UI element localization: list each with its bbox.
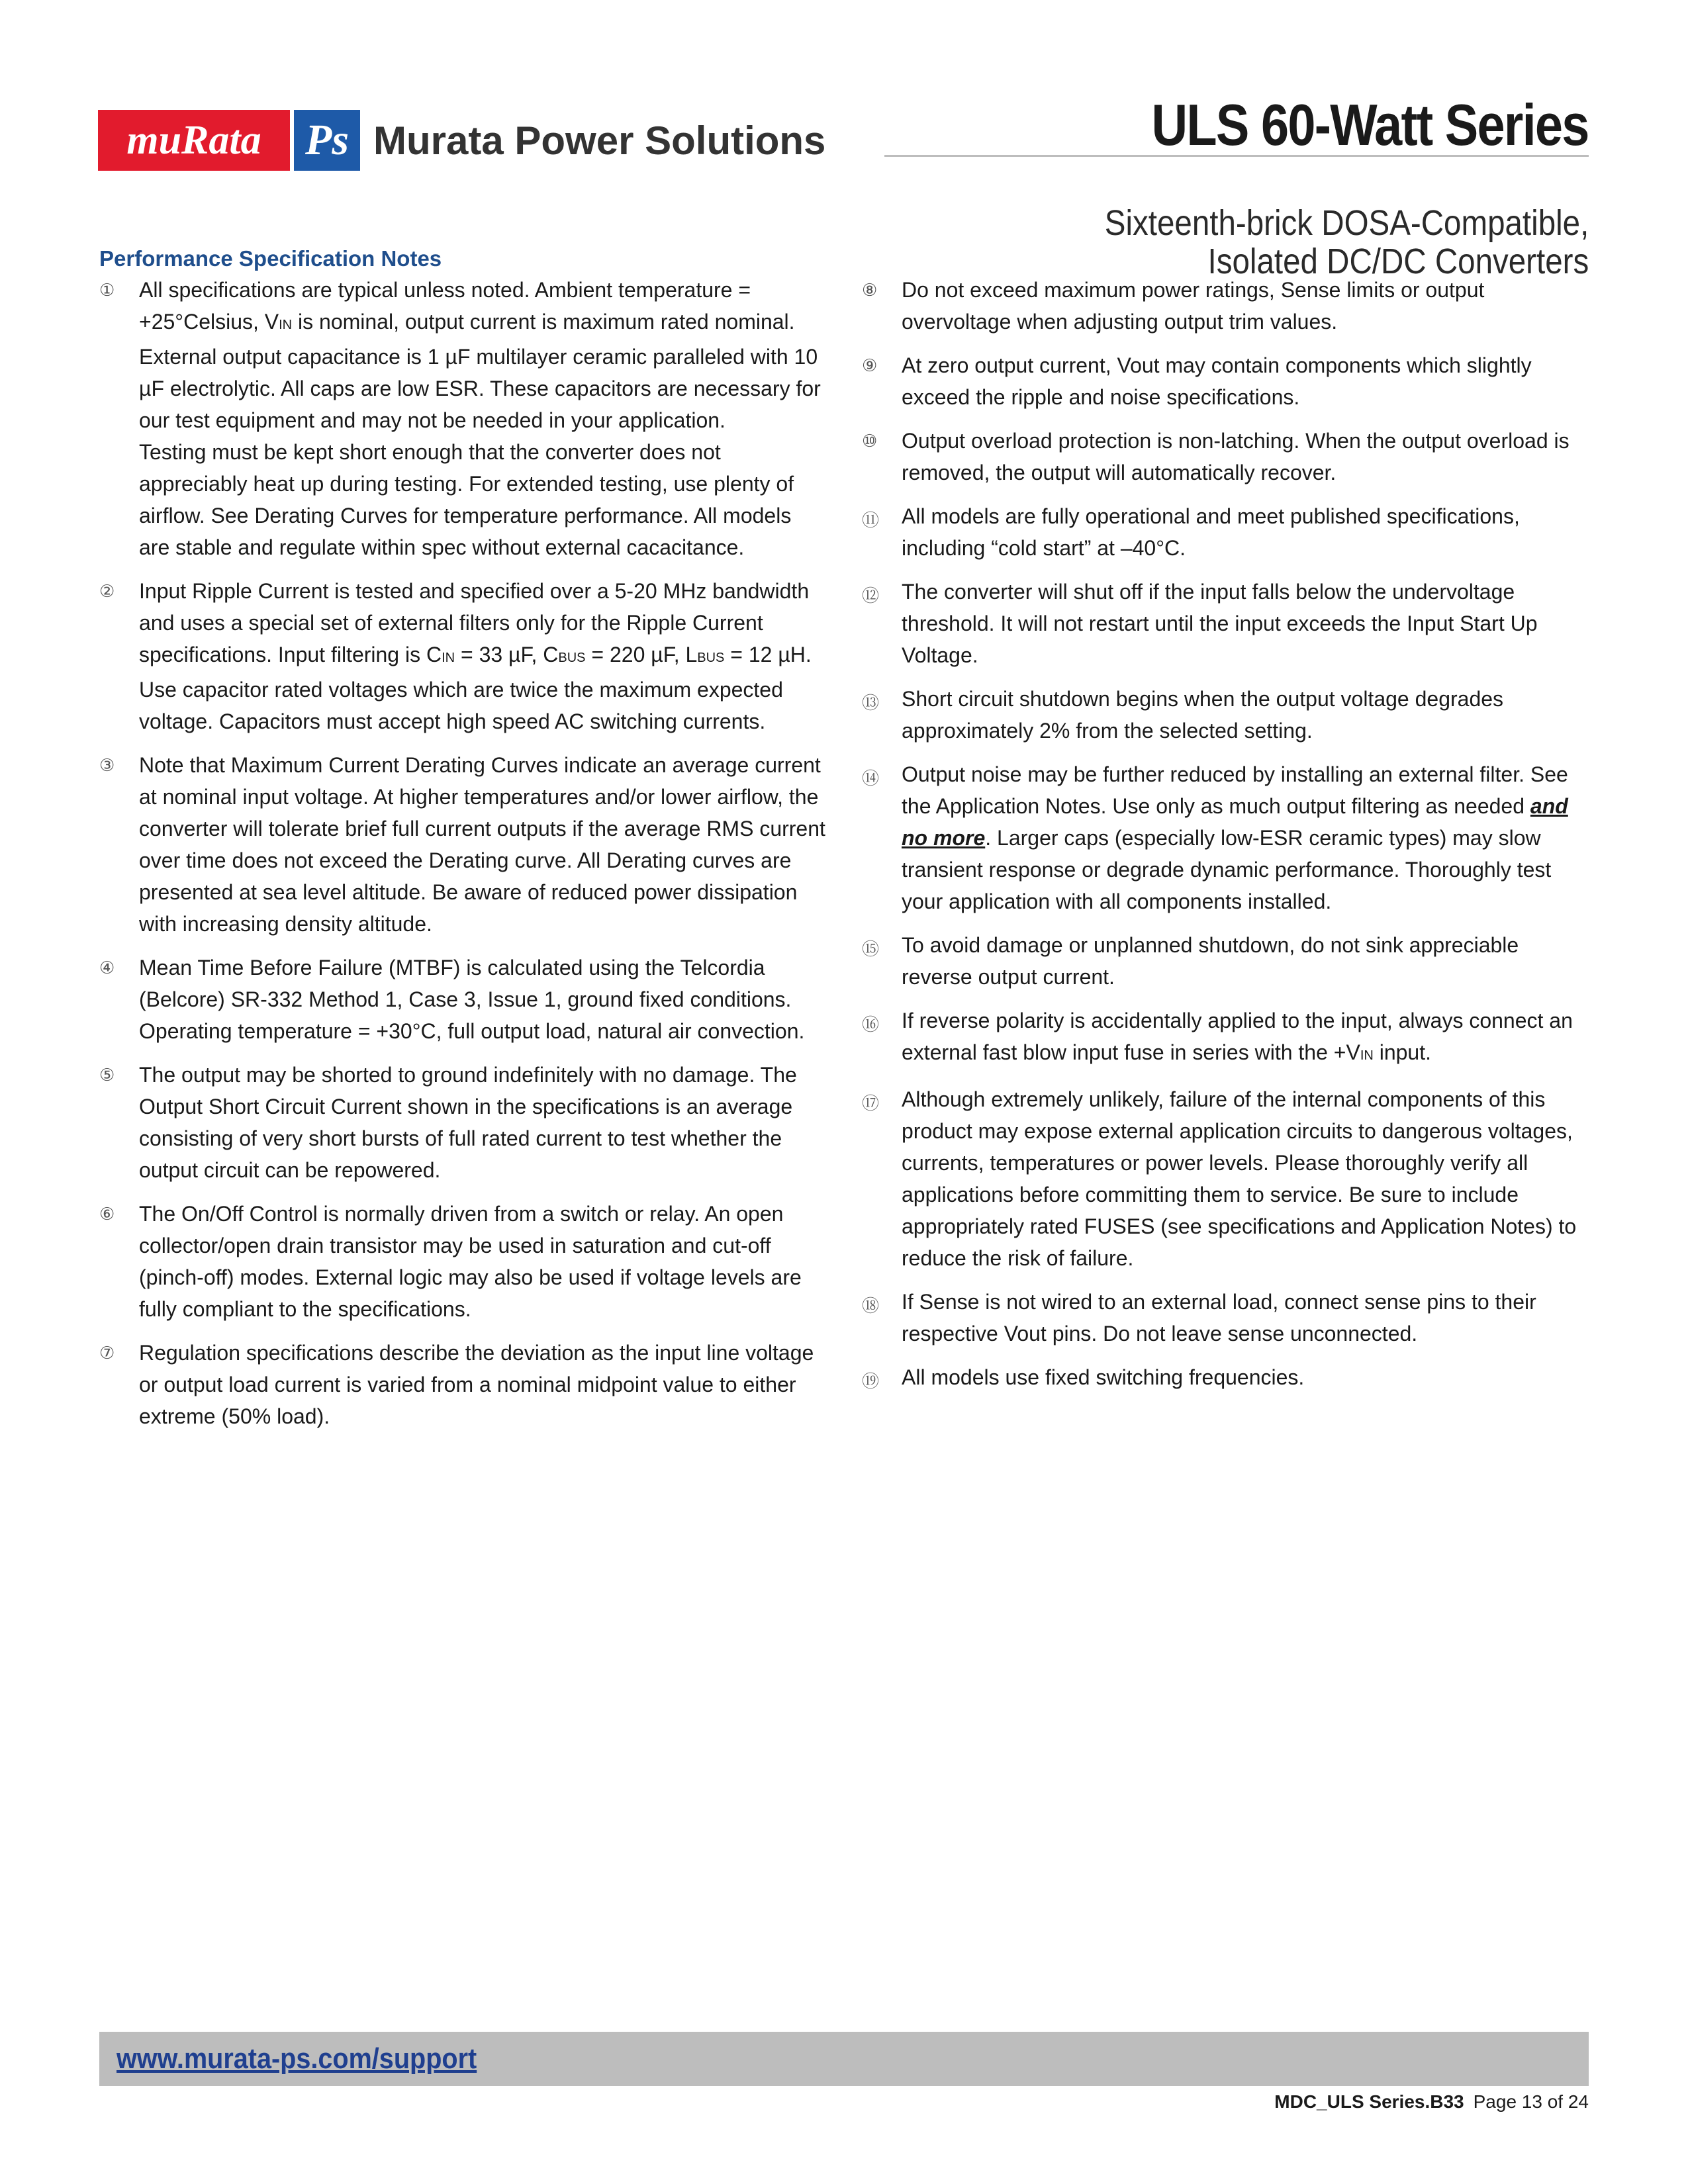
note-text: The output may be shorted to ground indefinitely with no damage. The Output Short Circuit Current shown in the specifications is an average consisting of very short bursts of full rated current to test whether the output circuit can be repowered. xyxy=(139,1063,797,1182)
note-number: ④ xyxy=(99,958,115,978)
notes-column-right xyxy=(862,274,1590,1405)
note-4 xyxy=(99,952,827,1047)
note-number: ⑲ xyxy=(862,1372,880,1392)
company-name: Murata Power Solutions xyxy=(373,118,826,163)
company-logo xyxy=(98,110,825,171)
note-3 xyxy=(99,749,827,940)
note-14 xyxy=(862,758,1590,917)
note-number: ⑯ xyxy=(862,1015,880,1035)
series-title: ULS 60-Watt Series xyxy=(1151,92,1589,158)
note-text: Regulation specifications describe the deviation as the input line voltage or output load current is varied from a nominal midpoint value to either extreme (50% load). xyxy=(139,1341,814,1428)
note-text: Note that Maximum Current Derating Curves indicate an average current at nominal input voltage. At higher temperatures and/or lower airflow, the converter will tolerate brief full current outputs if the average RMS current over time does not exceed the Derating curve. All Derating curves are presented at sea level altitude. Be aware of reduced power dissipation with increasing density altitude. xyxy=(139,753,825,936)
note-text: The On/Off Control is normally driven from a switch or relay. An open collector/open drain transistor may be used in saturation and cut-off (pinch-off) modes. External logic may also be used if voltage levels are fully compliant to the specifications. xyxy=(139,1202,802,1321)
note-text: Output overload protection is non-latching. When the output overload is removed, the output will automatically recover. xyxy=(902,429,1570,484)
note-text: All models use fixed switching frequencies. xyxy=(902,1365,1305,1389)
note-number: ⑮ xyxy=(862,940,880,960)
note-10 xyxy=(862,425,1590,488)
note-number: ⑥ xyxy=(99,1205,115,1224)
note-5 xyxy=(99,1059,827,1186)
document-code: MDC_ULS Series.B33 xyxy=(1274,2091,1464,2112)
emphasis-and-no-more: and no more xyxy=(902,794,1568,850)
note-text: Mean Time Before Failure (MTBF) is calculated using the Telcordia (Belcore) SR-332 Method 1, Case 3, Issue 1, ground fixed conditions. Operating temperature = +30°C, full output load, natural air convection. xyxy=(139,956,805,1043)
note-1 xyxy=(99,274,827,563)
subtitle-line-2: Isolated DC/DC Converters xyxy=(1207,242,1589,281)
note-text: All specifications are typical unless noted. Ambient temperature = +25°Celsius, VIN is nominal, output current is maximum rated nominal. External output capacitance is 1 µF multilayer ceramic paralleled with 10 µF electrolytic. All caps are low ESR. These capacitors are necessary for our test equipment and may not be needed in your application. Testing must be kept short enough that the converter does not appreciably heat up during testing. For extended testing, use plenty of airflow. See Derating Curves for temperature performance. All models are stable and regulate within spec without external cacacitance. xyxy=(139,278,821,559)
note-7 xyxy=(99,1337,827,1432)
note-2 xyxy=(99,575,827,737)
note-number: ⑩ xyxy=(862,432,878,451)
page-number: Page 13 of 24 xyxy=(1473,2091,1589,2112)
note-number: ⑰ xyxy=(862,1094,880,1114)
note-text: All models are fully operational and meet published specifications, including “cold start” at –40°C. xyxy=(902,504,1520,560)
subtitle-line-1: Sixteenth-brick DOSA-Compatible, xyxy=(1104,203,1589,243)
note-number: ② xyxy=(99,582,115,602)
note-text: Output noise may be further reduced by installing an external filter. See the Application Notes. Use only as much output filtering as needed and no more. Larger caps (especially low-ESR ceramic types) may slow transient response or degrade dynamic performance. Thoroughly test your application with all components installed. xyxy=(902,762,1568,913)
footer-meta xyxy=(1274,2091,1589,2113)
note-text: To avoid damage or unplanned shutdown, do not sink appreciable reverse output current. xyxy=(902,933,1519,989)
note-18 xyxy=(862,1286,1590,1349)
note-6 xyxy=(99,1198,827,1325)
note-number: ⑪ xyxy=(862,511,880,531)
note-9 xyxy=(862,349,1590,413)
note-15 xyxy=(862,929,1590,993)
section-heading: Performance Specification Notes xyxy=(99,246,442,271)
note-text: If Sense is not wired to an external load, connect sense pins to their respective Vout pins. Do not leave sense unconnected. xyxy=(902,1290,1536,1345)
note-text: Do not exceed maximum power ratings, Sense limits or output overvoltage when adjusting output trim values. xyxy=(902,278,1485,334)
note-text: Input Ripple Current is tested and specified over a 5-20 MHz bandwidth and uses a special set of external filters only for the Ripple Current specifications. Input filtering is CIN = 33 µF, CBUS = 220 µF, LBUS = 12 µH. Use capacitor rated voltages which are twice the maximum expected voltage. Capacitors must accept high speed AC switching currents. xyxy=(139,579,812,733)
note-12 xyxy=(862,576,1590,671)
support-link[interactable]: www.murata-ps.com/support xyxy=(117,2042,477,2075)
note-number: ⑦ xyxy=(99,1343,115,1363)
note-11 xyxy=(862,500,1590,564)
note-number: ⑭ xyxy=(862,769,880,789)
note-number: ⑧ xyxy=(862,281,878,300)
note-number: ⑤ xyxy=(99,1066,115,1085)
note-text: Although extremely unlikely, failure of the internal components of this product may expose external application circuits to dangerous voltages, currents, temperatures or power levels. Please thoroughly verify all applications before committing them to service. Be sure to include appropriately rated FUSES (see specifications and Application Notes) to reduce the risk of failure. xyxy=(902,1087,1577,1270)
note-text: Short circuit shutdown begins when the output voltage degrades approximately 2% from the selected setting. xyxy=(902,687,1504,743)
note-text: At zero output current, Vout may contain components which slightly exceed the ripple and noise specifications. xyxy=(902,353,1532,409)
note-number: ⑨ xyxy=(862,356,878,376)
note-number: ⑱ xyxy=(862,1297,880,1316)
ps-logo-mark: Ps xyxy=(294,110,360,171)
note-8 xyxy=(862,274,1590,338)
murata-logo-mark: muRata xyxy=(98,110,290,171)
note-17 xyxy=(862,1083,1590,1274)
note-number: ① xyxy=(99,281,115,300)
note-19 xyxy=(862,1361,1590,1393)
note-13 xyxy=(862,683,1590,747)
notes-column-left xyxy=(99,274,827,1444)
note-number: ③ xyxy=(99,756,115,776)
note-number: ⑫ xyxy=(862,586,880,606)
note-text: The converter will shut off if the input falls below the undervoltage threshold. It will not restart until the input exceeds the Input Start Up Voltage. xyxy=(902,580,1538,667)
note-text: If reverse polarity is accidentally applied to the input, always connect an external fast blow input fuse in series with the +VIN input. xyxy=(902,1009,1573,1064)
footer-bar xyxy=(99,2032,1589,2086)
note-16 xyxy=(862,1005,1590,1071)
note-number: ⑬ xyxy=(862,694,880,713)
